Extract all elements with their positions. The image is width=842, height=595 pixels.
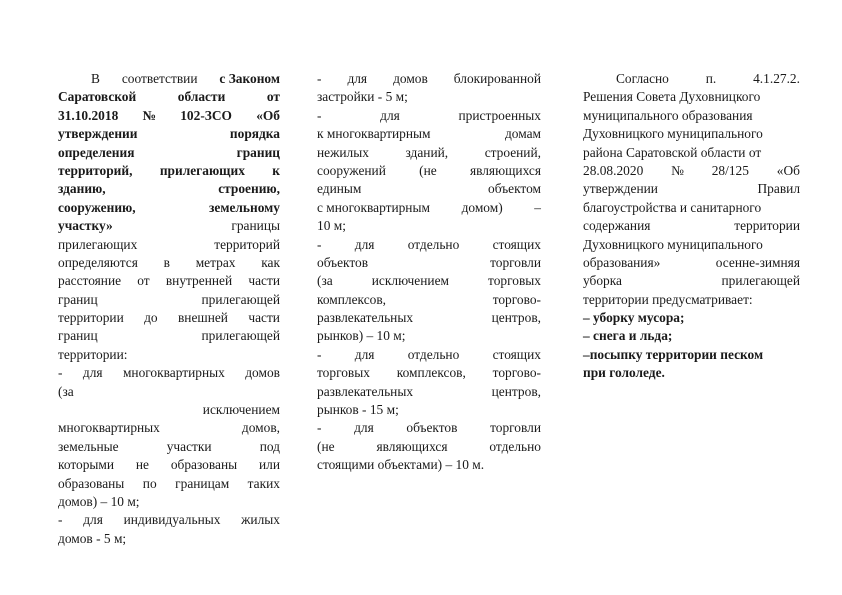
text-segment: объектов: [317, 254, 369, 270]
text-segment: 31.10.2018: [58, 107, 119, 123]
text-segment: расстояние: [58, 273, 122, 289]
text-segment: с многоквартирным: [317, 199, 430, 215]
text-segment: исключением: [371, 273, 449, 289]
text-segment: метрах: [195, 254, 236, 270]
text-segment: –: [534, 199, 541, 215]
text-segment: стоящих: [492, 346, 541, 362]
text-line: [317, 291, 541, 309]
text-segment: комплексов,: [317, 291, 387, 307]
text-column-right: [583, 70, 800, 383]
text-line: [58, 327, 280, 345]
text-line: [58, 144, 280, 162]
text-segment: муниципального образования: [583, 107, 753, 123]
text-segment: №: [671, 162, 684, 178]
text-segment: территории предусматривает:: [583, 291, 753, 307]
text-segment: части: [248, 310, 280, 326]
text-line: [317, 419, 541, 437]
text-segment: домов - 5 м;: [58, 530, 127, 546]
text-line: [58, 438, 280, 456]
text-line: [583, 180, 800, 198]
text-segment: домов: [245, 365, 280, 381]
text-line: [58, 70, 280, 88]
text-segment: комплексов,: [396, 365, 466, 381]
text-segment: образования»: [583, 254, 661, 270]
text-segment: -: [317, 420, 322, 436]
text-line: [317, 125, 541, 143]
text-segment: соответствии: [121, 71, 198, 86]
text-segment: торговых: [488, 273, 541, 289]
text-line: [58, 346, 280, 364]
text-segment: блокированной: [453, 71, 541, 86]
text-segment: 28/125: [711, 162, 749, 178]
text-segment: прилегающей: [721, 273, 800, 289]
text-segment: (за: [58, 383, 74, 399]
text-segment: осенне-зимняя: [715, 254, 800, 270]
text-line: [58, 475, 280, 493]
text-segment: 4.1.27.2.: [753, 71, 800, 86]
text-segment: под: [259, 438, 280, 454]
text-segment: многоквартирных: [58, 420, 160, 436]
text-line: [317, 254, 541, 272]
text-segment: зданию,: [58, 181, 106, 197]
text-line: [58, 272, 280, 290]
text-line: [583, 162, 800, 180]
text-segment: до: [144, 310, 158, 326]
text-segment: территории:: [58, 346, 128, 362]
text-segment: стоящими объектами) – 10 м.: [317, 457, 485, 473]
text-segment: (за: [317, 273, 333, 289]
text-segment: территорий,: [58, 162, 133, 178]
text-line: [58, 309, 280, 327]
text-segment: нежилых: [317, 144, 369, 160]
text-segment: которыми: [58, 457, 115, 473]
text-line: [583, 364, 800, 382]
text-segment: домов) – 10 м;: [58, 493, 140, 509]
text-segment: определяются: [58, 254, 138, 270]
text-line: [583, 346, 800, 364]
text-segment: образованы: [170, 457, 238, 473]
text-segment: торговли: [490, 254, 541, 270]
text-line: [317, 401, 541, 419]
text-line: [317, 236, 541, 254]
text-segment: застройки - 5 м;: [317, 89, 408, 105]
text-line: [58, 493, 280, 511]
text-line: [58, 217, 280, 235]
text-segment: не: [135, 457, 149, 473]
text-column-left: [58, 70, 280, 548]
text-line: [58, 401, 280, 419]
text-line: [317, 364, 541, 382]
text-line: [58, 456, 280, 474]
text-line: [317, 180, 541, 198]
text-segment: Согласно: [616, 71, 669, 86]
text-segment: являющихся: [469, 162, 541, 178]
text-segment: домов,: [241, 420, 280, 436]
text-line: [583, 291, 800, 309]
text-segment: для: [83, 512, 103, 528]
text-segment: в: [163, 254, 170, 270]
text-line: [317, 199, 541, 217]
text-segment: объектом: [488, 181, 541, 197]
text-segment: от: [266, 89, 280, 105]
text-segment: центров,: [491, 310, 541, 326]
text-segment: многоквартирных: [122, 365, 225, 381]
text-segment: сооружений: [317, 162, 386, 178]
text-segment: Решения Совета Духовницкого: [583, 89, 761, 105]
text-segment: границам: [175, 475, 230, 491]
text-line: [58, 364, 280, 382]
text-line: [317, 144, 541, 162]
text-line: [58, 162, 280, 180]
text-segment: индивидуальных: [123, 512, 221, 528]
text-segment: – уборку мусора;: [583, 310, 685, 326]
text-segment: торгово-: [492, 291, 541, 307]
text-line: [583, 70, 800, 88]
text-segment: единым: [317, 181, 362, 197]
text-segment: (не: [317, 438, 335, 454]
text-segment: «Об: [776, 162, 800, 178]
text-segment: отдельно: [407, 236, 460, 252]
text-segment: территорий: [214, 236, 280, 252]
text-segment: границ: [58, 291, 98, 307]
text-segment: развлекательных: [317, 383, 414, 399]
text-segment: (не: [419, 162, 437, 178]
text-line: [58, 254, 280, 272]
text-segment: жилых: [241, 512, 280, 528]
text-line: [317, 272, 541, 290]
text-segment: 28.08.2020: [583, 162, 644, 178]
text-segment: -: [317, 236, 322, 252]
text-segment: торговых: [317, 365, 370, 381]
text-line: [317, 88, 541, 106]
text-line: [317, 107, 541, 125]
text-segment: с Законом: [219, 71, 280, 86]
text-segment: строению,: [218, 181, 280, 197]
text-segment: строений,: [484, 144, 541, 160]
text-segment: территории: [58, 310, 124, 326]
text-segment: таких: [247, 475, 280, 491]
text-segment: прилегающей: [201, 291, 280, 307]
text-segment: от: [137, 273, 150, 289]
text-line: [317, 327, 541, 345]
text-line: [58, 236, 280, 254]
text-segment: сооружению,: [58, 199, 136, 215]
text-line: [317, 162, 541, 180]
text-line: [583, 199, 800, 217]
text-segment: –посыпку территории песком: [583, 346, 764, 362]
text-segment: территории: [734, 218, 800, 234]
text-segment: прилегающих: [58, 236, 138, 252]
text-segment: торгово-: [492, 365, 541, 381]
text-segment: при гололеде.: [583, 365, 665, 381]
text-segment: области: [177, 89, 226, 105]
text-segment: №: [142, 107, 156, 123]
text-line: [583, 309, 800, 327]
text-segment: земельному: [209, 199, 280, 215]
text-segment: к: [272, 162, 280, 178]
text-line: [583, 144, 800, 162]
text-segment: торговли: [490, 420, 541, 436]
text-segment: района Саратовской области от: [583, 144, 762, 160]
text-line: [58, 107, 280, 125]
text-line: [583, 88, 800, 106]
text-segment: для: [354, 346, 375, 362]
text-line: [583, 107, 800, 125]
text-line: [58, 383, 280, 401]
text-line: [317, 70, 541, 88]
text-segment: для: [347, 71, 368, 86]
text-segment: границ: [236, 144, 280, 160]
text-segment: внутренней: [165, 273, 233, 289]
text-segment: к многоквартирным: [317, 126, 431, 142]
text-segment: рынков) – 10 м;: [317, 328, 406, 344]
text-column-middle: [317, 70, 541, 475]
text-segment: образованы: [58, 475, 125, 491]
text-segment: «Об: [256, 107, 280, 123]
text-segment: Саратовской: [58, 89, 137, 105]
text-segment: порядка: [229, 126, 280, 142]
text-line: [583, 236, 800, 254]
text-line: [58, 180, 280, 198]
text-segment: по: [142, 475, 157, 491]
text-segment: содержания: [583, 218, 651, 234]
text-segment: границ: [58, 328, 98, 344]
text-segment: развлекательных: [317, 310, 414, 326]
text-segment: уборка: [583, 273, 622, 289]
text-segment: рынков - 15 м;: [317, 402, 399, 418]
text-segment: части: [248, 273, 280, 289]
text-segment: внешней: [177, 310, 228, 326]
text-segment: – снега и льда;: [583, 328, 673, 344]
text-segment: Духовницкого муниципального: [583, 126, 763, 142]
text-line: [58, 125, 280, 143]
text-segment: домом): [461, 199, 503, 215]
text-segment: или: [258, 457, 280, 473]
text-line: [317, 456, 541, 474]
text-segment: утверждении: [583, 181, 658, 197]
text-segment: центров,: [491, 383, 541, 399]
text-line: [317, 346, 541, 364]
text-segment: домов: [393, 71, 428, 86]
text-segment: Правил: [757, 181, 800, 197]
text-line: [58, 88, 280, 106]
text-segment: границы: [231, 218, 280, 234]
text-segment: пристроенных: [458, 107, 541, 123]
text-segment: 102-ЗСО: [180, 107, 232, 123]
text-segment: отдельно: [407, 346, 460, 362]
text-line: [58, 419, 280, 437]
text-line: [583, 254, 800, 272]
text-segment: -: [317, 107, 322, 123]
text-segment: участки: [166, 438, 212, 454]
text-segment: -: [58, 365, 63, 381]
text-line: [58, 530, 280, 548]
text-segment: стоящих: [492, 236, 541, 252]
text-segment: зданий,: [405, 144, 449, 160]
text-segment: -: [58, 512, 63, 528]
text-segment: земельные: [58, 438, 119, 454]
text-segment: являющихся: [376, 438, 448, 454]
text-segment: объектов: [406, 420, 458, 436]
text-segment: исключением: [202, 402, 280, 418]
text-line: [317, 217, 541, 235]
text-segment: п.: [705, 71, 717, 86]
text-line: [583, 217, 800, 235]
text-segment: участку»: [58, 218, 113, 234]
text-line: [583, 327, 800, 345]
text-line: [58, 199, 280, 217]
text-segment: -: [317, 71, 322, 86]
text-line: [317, 309, 541, 327]
text-segment: для: [82, 365, 103, 381]
text-segment: В: [91, 71, 100, 86]
text-segment: благоустройства и санитарного: [583, 199, 762, 215]
text-line: [58, 291, 280, 309]
text-segment: -: [317, 346, 322, 362]
text-line: [58, 511, 280, 529]
text-segment: 10 м;: [317, 218, 346, 234]
text-segment: прилегающей: [201, 328, 280, 344]
text-segment: домам: [504, 126, 541, 142]
text-segment: для: [354, 420, 374, 436]
text-segment: отдельно: [489, 438, 541, 454]
text-segment: определения: [58, 144, 135, 160]
text-segment: как: [261, 254, 280, 270]
text-segment: для: [380, 107, 400, 123]
text-line: [583, 125, 800, 143]
text-segment: Духовницкого муниципального: [583, 236, 763, 252]
text-segment: прилегающих: [159, 162, 245, 178]
text-line: [317, 438, 541, 456]
text-segment: утверждении: [58, 126, 138, 142]
text-line: [317, 383, 541, 401]
text-segment: для: [354, 236, 375, 252]
text-line: [583, 272, 800, 290]
